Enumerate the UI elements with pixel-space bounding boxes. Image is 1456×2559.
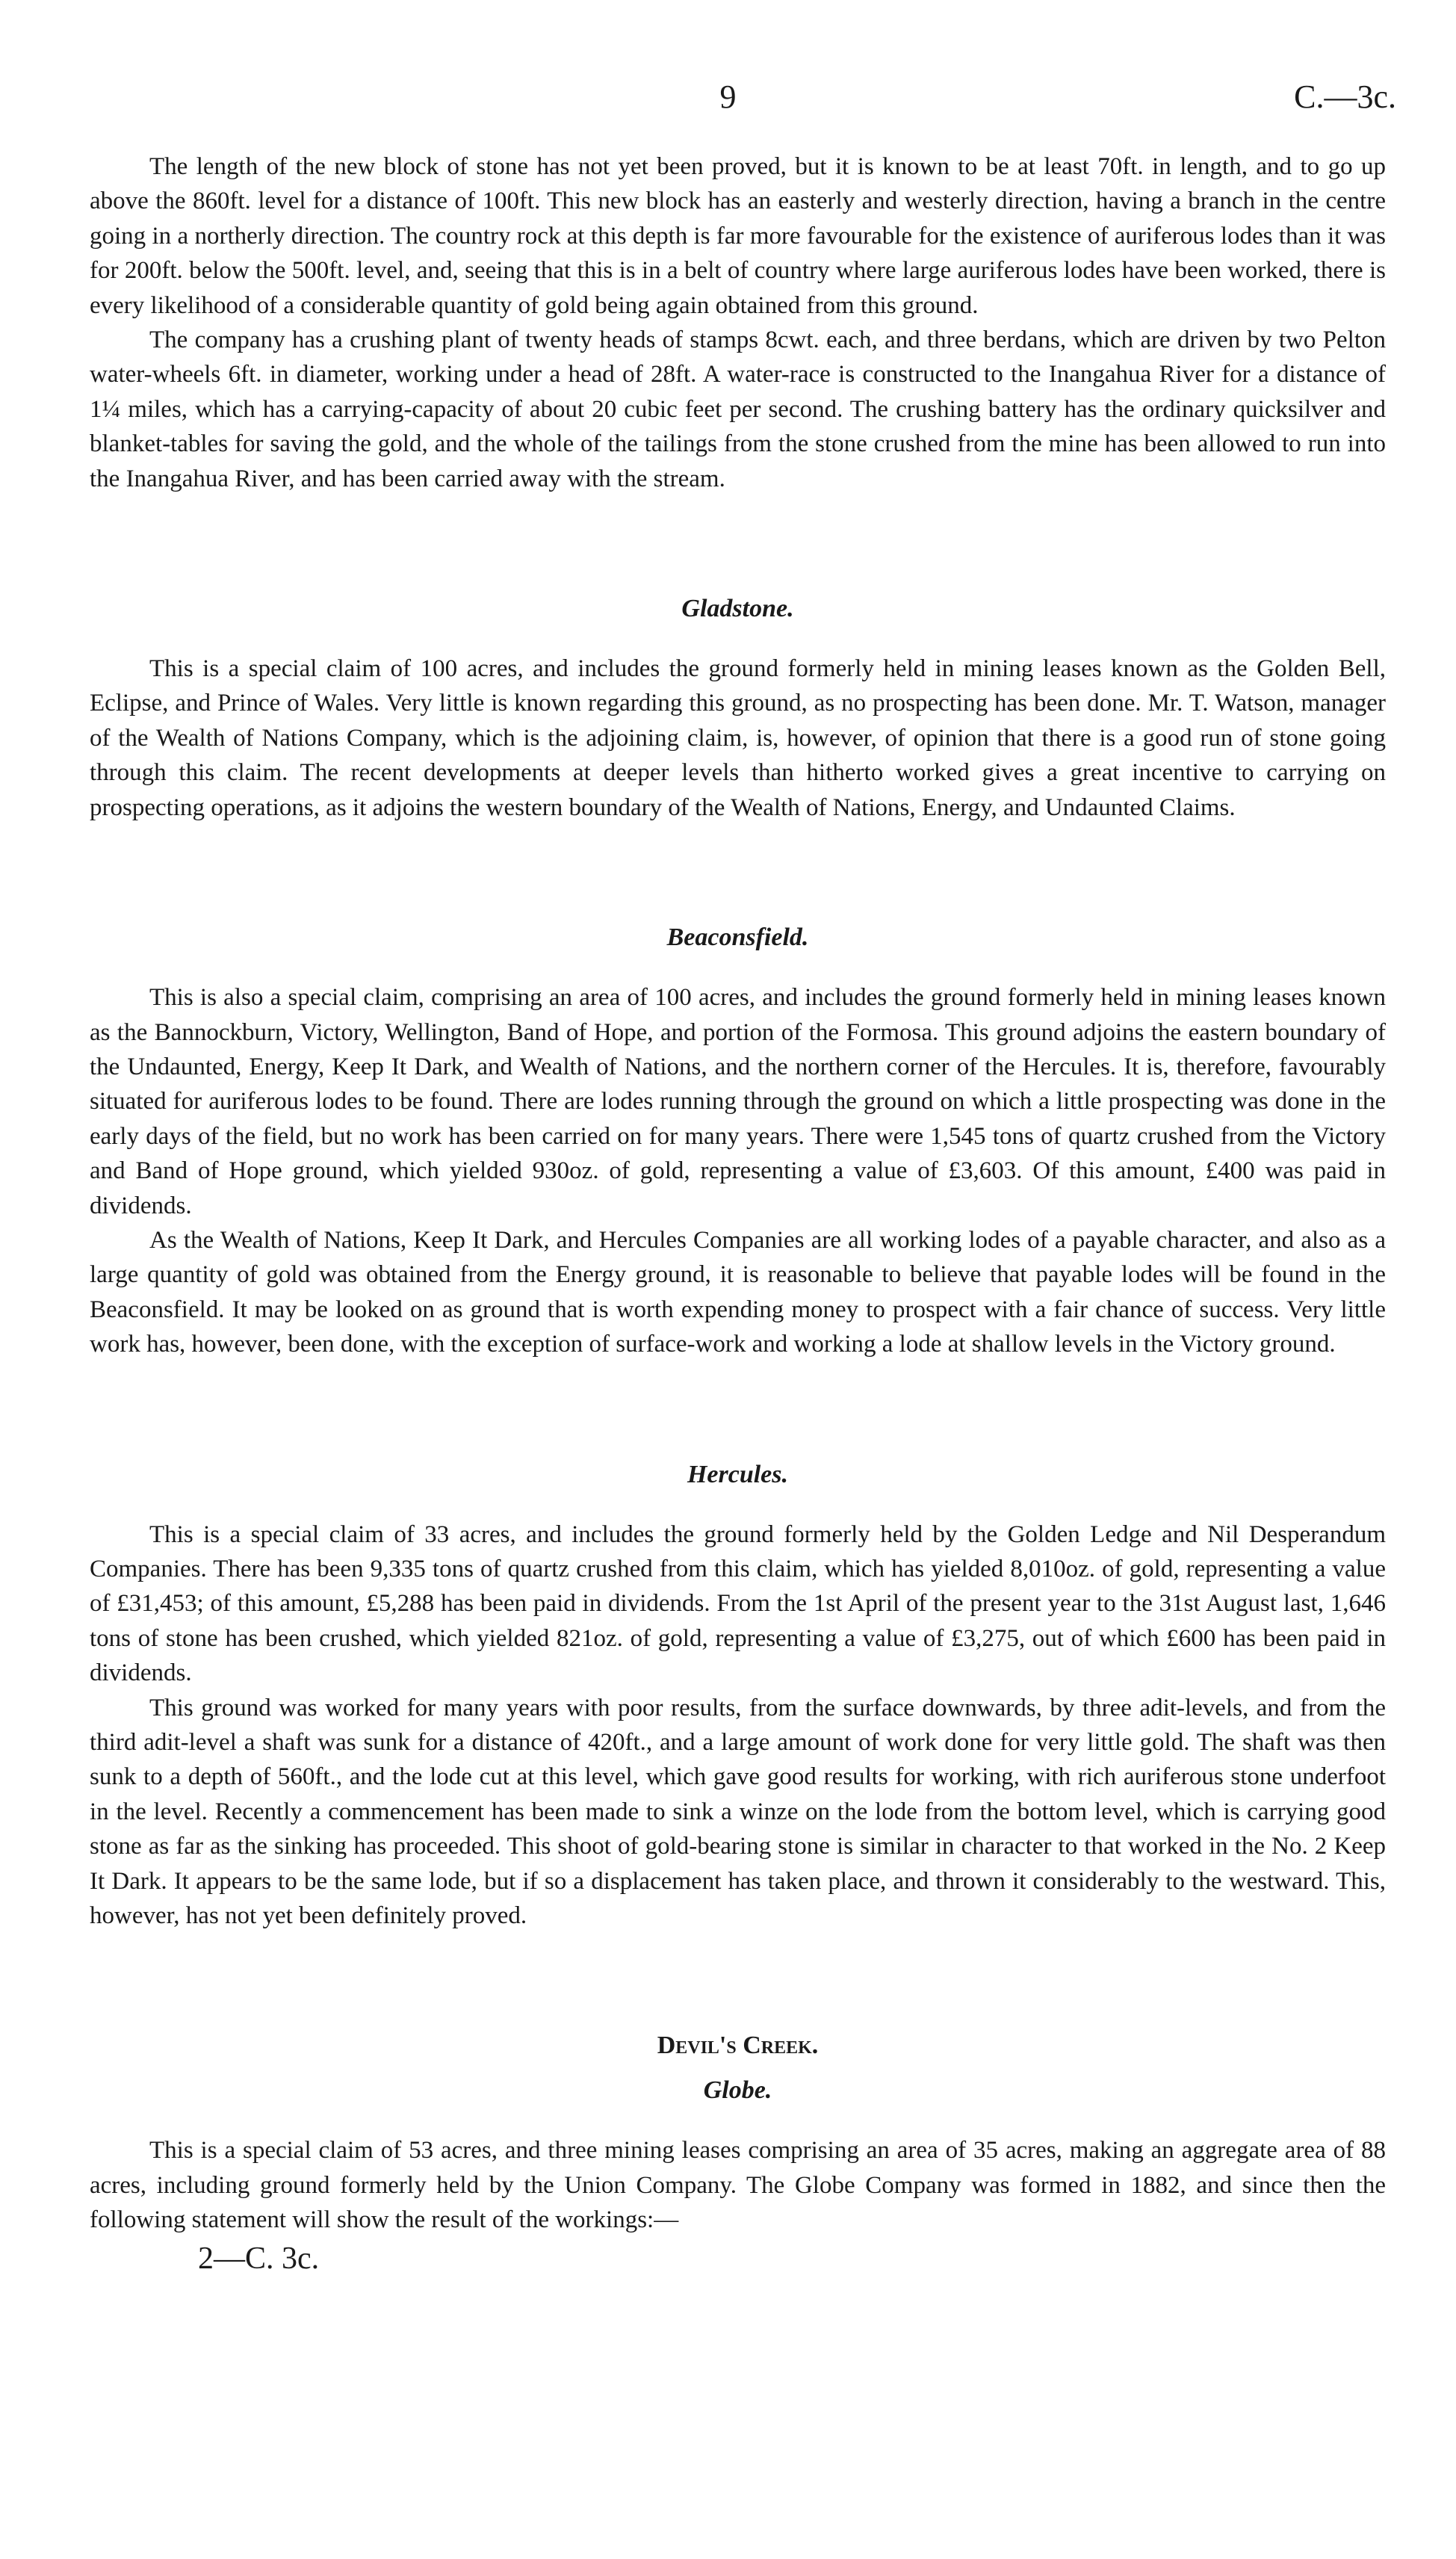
- gladstone-paragraph-1: This is a special claim of 100 acres, and includes the ground formerly held in mining leases known as the Golden Bell, Eclipse, and Prince of Wales. Very little is known regarding this ground, as no prospecting has been done. Mr. T. Watson, manager of the Wealth of Nations Company, which is the adjoining claim, is, however, of opinion that there is a good run of stone going through this claim. The recent developments at deeper levels than hitherto worked gives a great incentive to carrying on prospecting operations, as it adjoins the western boundary of the Wealth of Nations, Energy, and Undaunted Claims.: [90, 655, 1386, 821]
- hercules-heading: Hercules.: [687, 1460, 789, 1488]
- beaconsfield-paragraph-2: As the Wealth of Nations, Keep It Dark, and Hercules Companies are all working lodes of a payable character, and also as a large quantity of gold was obtained from the Energy ground, it is reasonable to believe that payable lodes will be found in the Beaconsfield. It may be looked on as ground that is worth expending money to prospect with a fair chance of success. Very little work has, however, been done, with the exception of surface-work and working a lode at shallow levels in the Victory ground.: [90, 1226, 1386, 1358]
- page-header: [0, 75, 1456, 120]
- beaconsfield-paragraph-1: This is also a special claim, comprising an area of 100 acres, and includes the ground formerly held in mining leases known as the Bannockburn, Victory, Wellington, Band of Hope, and portion of the Formosa. This ground adjoins the eastern boundary of the Undaunted, Energy, Keep It Dark, and Wealth of Nations, and the northern corner of the Hercules. It is, therefore, favourably situated for auriferous lodes to be found. There are lodes running through the ground on which a little prospecting was done in the early days of the field, but no work has been carried on for many years. There were 1,545 tons of quartz crushed from the Victory and Band of Hope ground, which yielded 930oz. of gold, representing a value of £3,603. Of this amount, £400 was paid in dividends.: [90, 984, 1386, 1219]
- section-devils-creek: [90, 2029, 1386, 2237]
- hercules-paragraph-2: This ground was worked for many years with poor results, from the surface downwards, by three adit-levels, and from the third adit-level a shaft was sunk for a distance of 420ft., and a large amount of work done for very little gold. The shaft was then sunk to a depth of 560ft., and the lode cut at this level, which gave good results for working, with rich auriferous stone underfoot in the level. Recently a commencement has been made to sink a winze on the lode from the bottom level, which is carrying good stone as far as the sinking has proceeded. This shoot of gold-bearing stone is similar in character to that worked in the No. 2 Keep It Dark. It appears to be the same lode, but if so a displacement has taken place, and thrown it considerably to the westward. This, however, has not yet been definitely proved.: [90, 1694, 1386, 1930]
- page-reference: C.—3c.: [1294, 78, 1396, 115]
- section-gladstone: [90, 592, 1386, 825]
- globe-paragraph-1: This is a special claim of 53 acres, and three mining leases comprising an area of 35 acres, making an aggregate area of 88 acres, including ground formerly held by the Union Company. The Globe Company was formed in 1882, and since then the following statement will show the result of the workings:—: [90, 2137, 1386, 2234]
- globe-subheading: Globe.: [703, 2076, 772, 2105]
- section-intro: [90, 149, 1386, 496]
- gladstone-heading: Gladstone.: [681, 595, 794, 623]
- section-hercules: [90, 1458, 1386, 1934]
- page-body: [90, 149, 1386, 2280]
- page-number: 9: [719, 78, 737, 115]
- devils-creek-heading: Devil's Creek.: [657, 2032, 819, 2060]
- intro-paragraph-2: The company has a crushing plant of twenty heads of stamps 8cwt. each, and three berdans, which are driven by two Pelton water-wheels 6ft. in diameter, working under a head of 28ft. A water-race is constructed to the Inangahua River for a distance of 1¼ miles, which has a carrying-capacity of about 20 cubic feet per second. The crushing battery has the ordinary quicksilver and blanket-tables for saving the gold, and the whole of the tailings from the stone crushed from the mine has been allowed to run into the Inangahua River, and has been carried away with the stream.: [90, 327, 1386, 492]
- beaconsfield-heading: Beaconsfield.: [666, 923, 809, 952]
- printer-signature: 2—C. 3c.: [198, 2241, 320, 2276]
- intro-paragraph-1: The length of the new block of stone has not yet been proved, but it is known to be at least 70ft. in length, and to go up above the 860ft. level for a distance of 100ft. This new block has an easterly and westerly direction, having a branch in the centre going in a northerly direction. The country rock at this depth is far more favourable for the existence of auriferous lodes than it was for 200ft. below the 500ft. level, and, seeing that this is in a belt of country where large auriferous lodes have been worked, there is every likelihood of a considerable quantity of gold being again obtained from this ground.: [90, 153, 1386, 319]
- section-beaconsfield: [90, 920, 1386, 1361]
- hercules-paragraph-1: This is a special claim of 33 acres, and includes the ground formerly held by the Golden Ledge and Nil Desperandum Companies. There has been 9,335 tons of quartz crushed from this claim, which has yielded 8,010oz. of gold, representing a value of £31,453; of this amount, £5,288 has been paid in dividends. From the 1st April of the present year to the 31st August last, 1,646 tons of stone has been crushed, which yielded 821oz. of gold, representing a value of £3,275, out of which £600 has been paid in dividends.: [90, 1520, 1386, 1687]
